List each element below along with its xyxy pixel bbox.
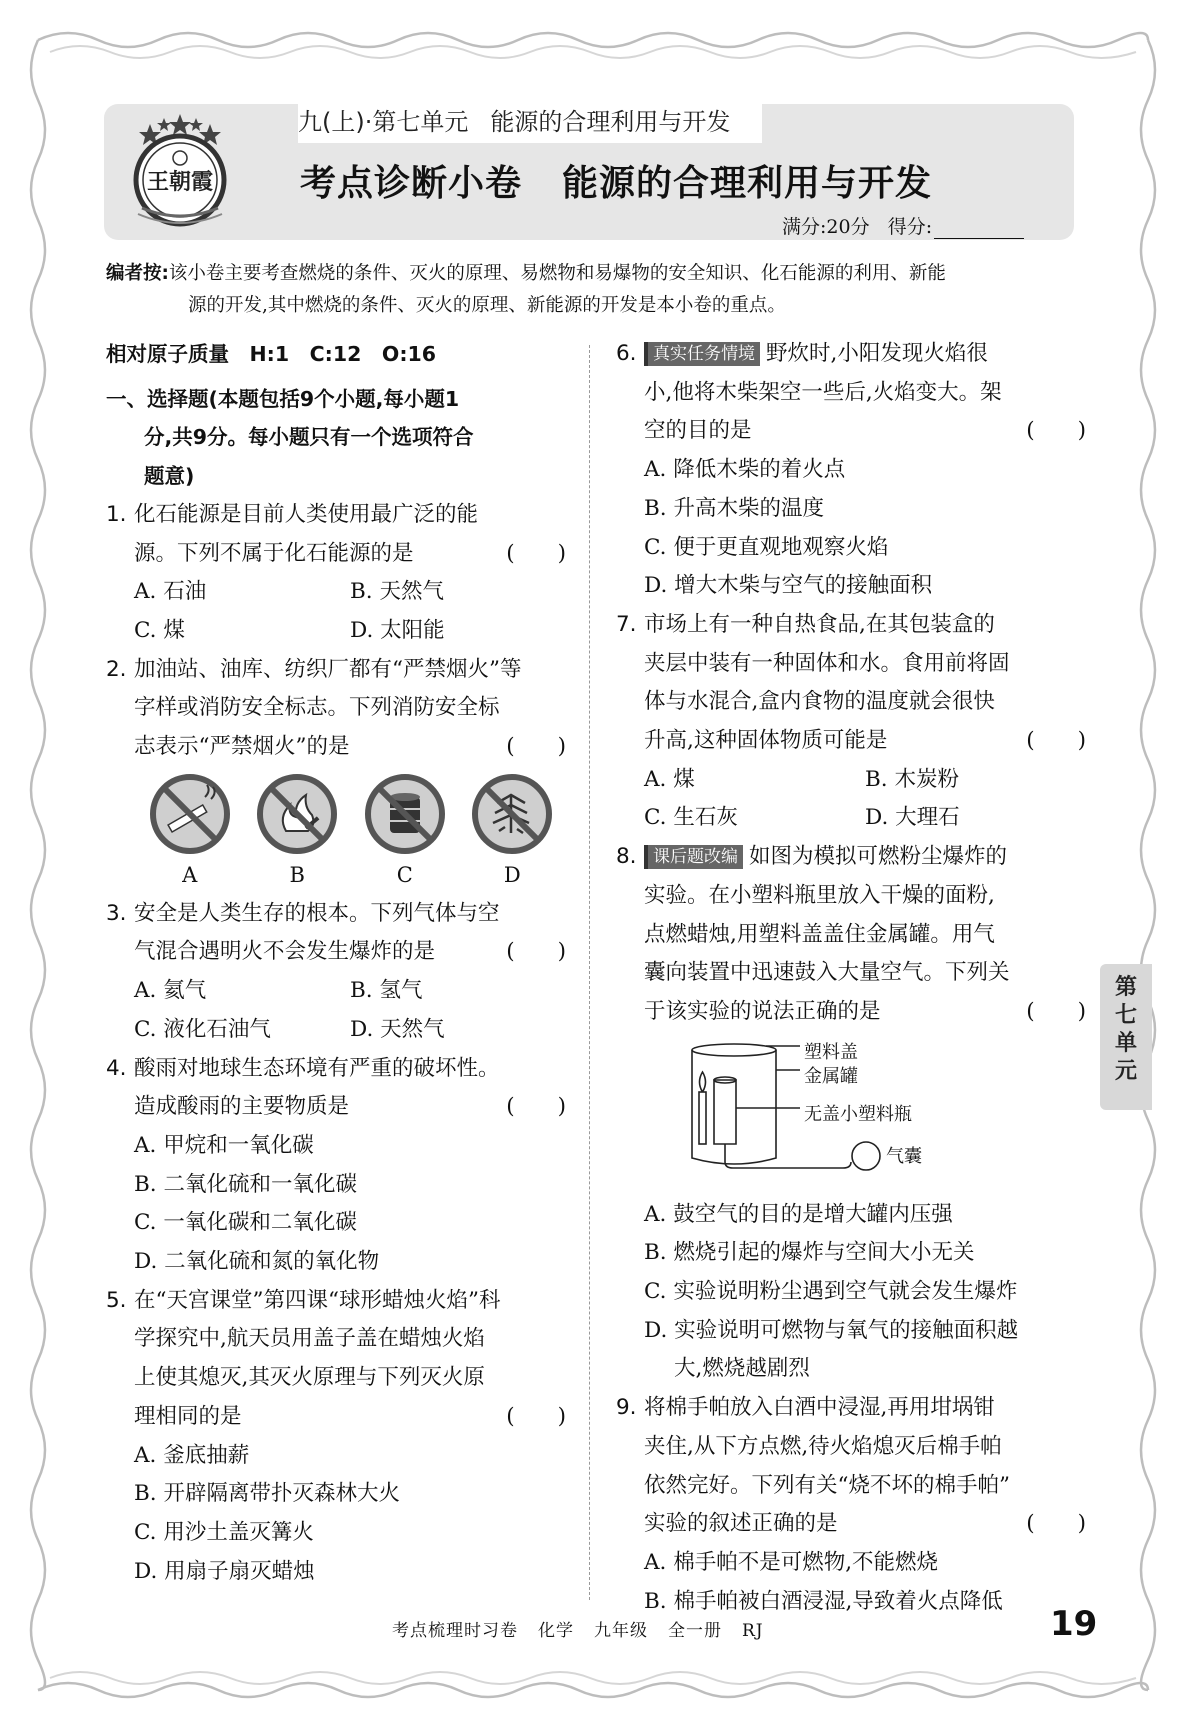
option[interactable]: B. 氢气 [350,978,423,1004]
full-score: 满分:20分 [782,216,870,238]
question-1: 1. 化石能源是目前人类使用最广泛的能 源。下列不属于化石能源的是 ( ) A. 石油 B. 天然气 C. 煤 D. 太阳能 [106,496,566,651]
score-label: 得分: [887,216,933,238]
option[interactable]: A. 鼓空气的目的是增大罐内压强 [644,1201,953,1227]
score-input-blank[interactable] [934,220,1024,239]
answer-paren[interactable]: ( ) [1026,728,1086,754]
question-6: 6. 真实任务情境 野炊时,小阳发现火焰很 小,他将木柴架空一些后,火焰变大。架 空的目的是 ( ) A. 降低木柴的着火点 B. 升高木柴的温度 C. 便于更直观地观察火焰 D. 增大木柴与空气的接触面积 [616,335,1086,606]
option[interactable]: A. 釜底抽薪 [134,1442,250,1468]
option[interactable]: B. 棉手帕被白酒浸湿,导致着火点降低 [644,1588,1003,1614]
sign-option-d[interactable]: D [459,773,567,891]
side-tab-char: 元 [1114,1059,1137,1084]
option[interactable]: C. 煤 [134,617,185,643]
svg-text:王朝霞: 王朝霞 [146,169,214,195]
sign-option-a[interactable]: A [136,773,244,891]
option[interactable]: C. 实验说明粉尘遇到空气就会发生爆炸 [644,1279,1018,1305]
option[interactable]: D. 大理石 [865,805,960,831]
safety-signs [106,773,566,891]
editor-note-label: 编者按: [106,263,169,284]
option[interactable]: A. 煤 [644,766,695,792]
option[interactable]: B. 燃烧引起的爆炸与空间大小无关 [644,1240,975,1266]
sign-option-c[interactable]: C [351,773,459,891]
option[interactable]: C. 生石灰 [644,805,738,831]
option[interactable]: D. 天然气 [350,1016,445,1042]
option[interactable]: A. 甲烷和一氧化碳 [134,1132,314,1158]
left-column: 相对原子质量 H:1 C:12 O:16 一、选择题(本题包括9个小题,每小题1 分,共9分。每小题只有一个选项符合 题意) 1. 化石能源是目前人类使用最广泛的能 源。下列不属于化石能源的是 ( ) A. 石油 B. 天然气 C. 煤 D. 太阳能 2. 加油站、油库、纺织厂都有“严禁烟火”等 字样或消防安全标志。下列消防安全标 志表示“严禁烟火”的是 ( ) A B C D 3. 安全是人类生存的根本。下列气体与空 气混合遇明火不会发生爆炸的是 ( ) A. 氦气 B. 氢气 C. 液化石油气 D. 天然气 4. 酸雨对地球生态环境有严重的破坏性。 造成酸雨的主要物质是 ( ) A. 甲烷和一氧化碳 B. 二氧化硫和一氧化碳 C. 一氧化碳和二氧化碳 D. 二氧化硫和氮的氧化物 5. 在“天宫课堂”第四课“球形蜡烛火焰”科 学探究中,航天员用盖子盖在蜡烛火焰 上使其熄灭,其灭火原理与下列灭火原 理相同的是 ( ) A. 釜底抽薪 B. 开辟隔离带扑灭森林大火 C. 用沙土盖灭篝火 D. 用扇子扇灭蜡烛 [106,335,566,1591]
editor-note: 编者按:该小卷主要考查燃烧的条件、灭火的原理、易燃物和易爆物的安全知识、化石能源的利用、新能 源的开发,其中燃烧的条件、灭火的原理、新能源的开发是本小卷的重点。 [106,263,946,316]
option[interactable]: B. 二氧化硫和一氧化碳 [134,1171,357,1197]
answer-paren[interactable]: ( ) [506,1094,566,1120]
no-smoking-icon [149,773,231,855]
option[interactable]: B. 木炭粉 [865,766,959,792]
option[interactable]: A. 氦气 [134,978,207,1004]
option[interactable]: A. 棉手帕不是可燃物,不能燃烧 [644,1549,939,1575]
answer-paren[interactable]: ( ) [506,939,566,965]
no-stacking-icon [471,773,553,855]
side-tab-text [1100,974,1152,1086]
option[interactable]: C. 便于更直观地观察火焰 [644,534,889,560]
option[interactable]: B. 升高木柴的温度 [644,495,824,521]
question-2: 2. 加油站、油库、纺织厂都有“严禁烟火”等 字样或消防安全标志。下列消防安全标 志表示“严禁烟火”的是 ( ) A B C D [106,651,566,891]
answer-paren[interactable]: ( ) [506,540,566,566]
question-5: 5. 在“天宫课堂”第四课“球形蜡烛火焰”科 学探究中,航天员用盖子盖在蜡烛火焰 上使其熄灭,其灭火原理与下列灭火原 理相同的是 ( ) A. 釜底抽薪 B. 开辟隔离带扑灭森林大火 C. 用沙土盖灭篝火 D. 用扇子扇灭蜡烛 [106,1282,566,1592]
header-breadcrumb [298,98,762,143]
grade-unit: 九(上)·第七单元 [298,108,469,136]
option[interactable]: C. 液化石油气 [134,1016,271,1042]
option[interactable]: C. 用沙土盖灭篝火 [134,1519,314,1545]
option[interactable]: B. 天然气 [350,579,444,605]
option[interactable]: A. 降低木柴的着火点 [644,457,846,483]
publisher-logo [120,108,240,232]
option[interactable]: D. 实验说明可燃物与氧气的接触面积越 [644,1317,1019,1343]
question-tag: 课后题改编 [644,845,743,869]
section-heading: 一、选择题(本题包括9个小题,每小题1 [106,386,460,411]
answer-paren[interactable]: ( ) [1026,998,1086,1024]
option[interactable]: D. 太阳能 [350,617,445,643]
score-line [782,212,1024,239]
question-8: 8. 课后题改编 如图为模拟可燃粉尘爆炸的 实验。在小塑料瓶里放入干燥的面粉, 点燃蜡烛,用塑料盖盖住金属罐。用气 囊向装置中迅速鼓入大量空气。下列关 于该实验的说法正确的是 ( ) 塑料盖 金属罐 无盖小塑料瓶 气囊 A. 鼓空气的目的是增大罐内压强 B. 燃烧引起的爆炸与空间大小无关 C. 实验说明粉尘遇到空气就会发生爆炸 D. 实验说明可燃物与氧气的接触面积越 大,燃烧越剧烈 [616,844,1086,1382]
side-tab-char: 单 [1114,1031,1137,1056]
option[interactable]: D. 二氧化硫和氮的氧化物 [134,1249,380,1275]
column-divider [589,345,590,1600]
answer-paren[interactable]: ( ) [506,734,566,760]
answer-paren[interactable]: ( ) [1026,1511,1086,1537]
atomic-mass-line: 相对原子质量 H:1 C:12 O:16 [106,342,437,366]
question-7: 7. 市场上有一种自热食品,在其包装盒的 夹层中装有一种固体和水。食用前将固 体与水混合,盒内食物的温度就会很快 升高,这种固体物质可能是 ( ) A. 煤 B. 木炭粉 C. 生石灰 D. 大理石 [616,606,1086,838]
no-fire-icon [256,773,338,855]
option[interactable]: D. 用扇子扇灭蜡烛 [134,1558,315,1584]
dust-explosion-apparatus [616,1040,1086,1190]
unit-topic: 能源的合理利用与开发 [490,108,731,136]
figure-label: 无盖小塑料瓶 [804,1103,912,1125]
option[interactable]: D. 增大木柴与空气的接触面积 [644,573,933,599]
right-column [616,335,1086,1621]
sign-option-b[interactable]: B [244,773,352,891]
option[interactable]: B. 开辟隔离带扑灭森林大火 [134,1481,400,1507]
answer-paren[interactable]: ( ) [506,1403,566,1429]
page-number: 19 [1050,1604,1098,1644]
question-9: 9. 将棉手帕放入白酒中浸湿,再用坩埚钳 夹住,从下方点燃,待火焰熄灭后棉手帕 依然完好。下列有关“烧不坏的棉手帕” 实验的叙述正确的是 ( ) A. 棉手帕不是可燃物,不能燃烧 B. 棉手帕被白酒浸湿,导致着火点降低 [616,1389,1086,1621]
question-tag: 真实任务情境 [644,342,760,366]
side-tab-char: 七 [1114,1003,1137,1028]
question-4: 4. 酸雨对地球生态环境有严重的破坏性。 造成酸雨的主要物质是 ( ) A. 甲烷和一氧化碳 B. 二氧化硫和一氧化碳 C. 一氧化碳和二氧化碳 D. 二氧化硫和氮的氧化物 [106,1050,566,1282]
question-3: 3. 安全是人类生存的根本。下列气体与空 气混合遇明火不会发生爆炸的是 ( ) A. 氦气 B. 氢气 C. 液化石油气 D. 天然气 [106,895,566,1050]
answer-paren[interactable]: ( ) [1026,418,1086,444]
side-tab-char: 第 [1114,975,1137,1000]
page-title: 考点诊断小卷 能源的合理利用与开发 [300,163,933,204]
no-fuel-barrel-icon [364,773,446,855]
unit-side-tab [1100,964,1152,1110]
figure-label: 金属罐 [804,1065,858,1087]
figure-label: 塑料盖 [804,1041,858,1063]
figure-label: 气囊 [886,1145,922,1167]
option[interactable]: A. 石油 [134,579,207,605]
footer: 考点梳理时习卷 化学 九年级 全一册 RJ [392,1621,764,1641]
option[interactable]: C. 一氧化碳和二氧化碳 [134,1210,357,1236]
